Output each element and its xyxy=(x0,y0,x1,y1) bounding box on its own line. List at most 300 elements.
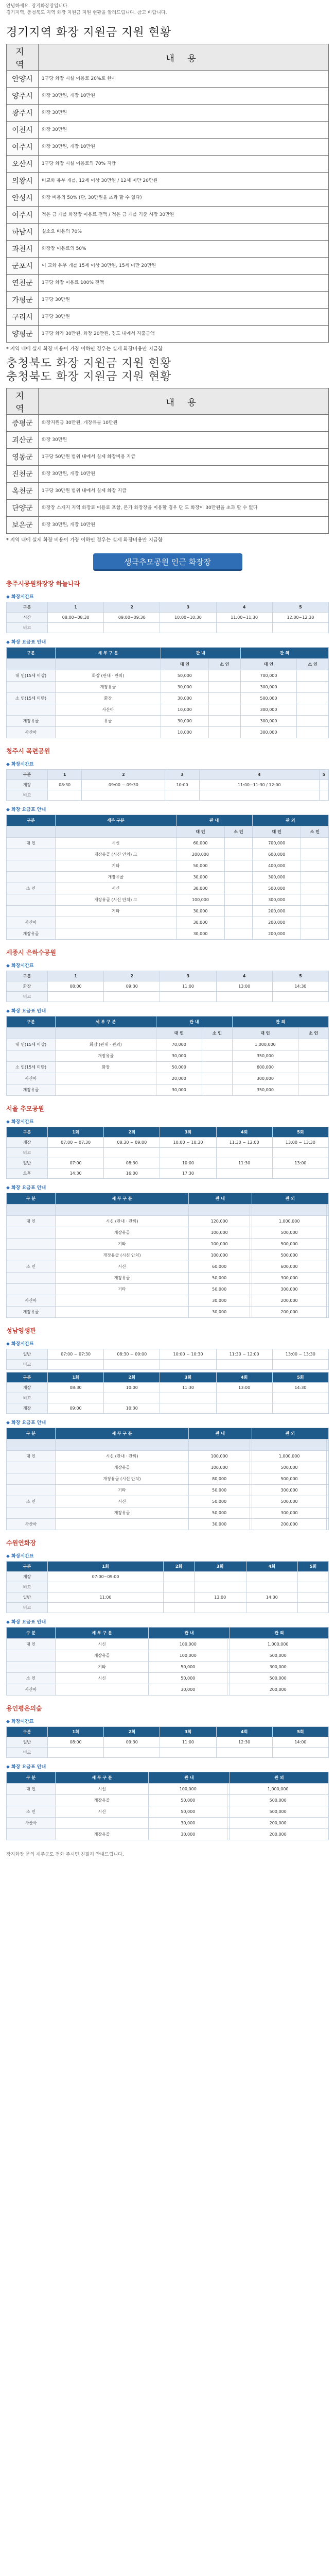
fee-cell: 70,000 xyxy=(156,1039,202,1050)
schedule-cell: 07:00~09:00 xyxy=(48,1572,164,1582)
fee-subheading: ◆ 화장 요금표 안내 xyxy=(6,1420,46,1426)
fee-cell xyxy=(327,1519,329,1530)
fee-row xyxy=(7,1039,329,1050)
schedule-header-cell: 2회 xyxy=(104,1727,160,1737)
fee-header-cell: 구 분 xyxy=(7,1193,56,1205)
fee-subheading: ◆ 화장 요금표 안내 xyxy=(6,1620,46,1625)
region-row xyxy=(7,71,329,88)
region-desc: 화장장 소재지 지역 화장료 이용료 포함, 본가 화장장을 이용할 경우 단 도 화장이 30만원을 초과 할 수 없다 xyxy=(39,500,329,517)
schedule-header-cell: 3회 xyxy=(160,1127,216,1138)
fee-cell: 300,000 xyxy=(230,1662,326,1673)
fee-cell: 300,000 xyxy=(240,727,296,738)
fee-cell xyxy=(298,1062,328,1073)
fee-cell: 개장유골 (시신 안치) 고 xyxy=(56,849,177,860)
fee-subheader-cell xyxy=(7,1028,56,1039)
schedule-cell: 13:00 ~ 13:30 xyxy=(272,1349,328,1360)
fee-cell xyxy=(326,1806,329,1818)
fee-cell: 50,000 xyxy=(149,1673,227,1684)
crematorium-name: 수원연화장 xyxy=(6,1539,36,1547)
content-header: 내 용 xyxy=(39,388,329,415)
schedule-cell: 10:00~10:30 xyxy=(160,613,216,623)
fee-cell xyxy=(7,849,56,860)
fee-cell xyxy=(202,1039,232,1050)
crematorium-name: 충주시공원화장장 하늘나라 xyxy=(6,580,80,587)
fee-header-cell: 세 부 구 분 xyxy=(56,1193,189,1205)
fee-cell: 50,000 xyxy=(176,860,225,872)
schedule-header-cell: 4 xyxy=(216,602,272,613)
fee-cell: 500,000 xyxy=(252,1227,327,1239)
schedule-cell: 09:00 ~ 09:30 xyxy=(82,780,165,790)
fee-row xyxy=(7,1662,329,1673)
fee-cell: 500,000 xyxy=(230,1673,326,1684)
fee-cell xyxy=(202,1073,232,1084)
fee-subheader-row xyxy=(7,826,329,838)
fee-cell: 시신 xyxy=(56,838,177,849)
fee-cell xyxy=(327,1216,329,1227)
fee-row xyxy=(7,670,329,682)
fee-cell: 300,000 xyxy=(252,872,301,883)
fee-cell: 500,000 xyxy=(252,1250,327,1261)
fee-header-row xyxy=(7,1628,329,1639)
schedule-cell xyxy=(160,992,216,1002)
fee-subheader-row xyxy=(7,1205,329,1216)
fee-row xyxy=(7,1818,329,1829)
fee-cell: 개장유골 xyxy=(56,1227,189,1239)
schedule-header-cell: 3 xyxy=(160,971,216,981)
region-row xyxy=(7,139,329,156)
fee-cell xyxy=(301,928,329,940)
fee-cell xyxy=(208,704,240,716)
fee-cell xyxy=(7,860,56,872)
fee-cell: 200,000 xyxy=(176,849,225,860)
fee-header-cell: 세부 구분 xyxy=(56,815,177,826)
region-row xyxy=(7,466,329,483)
region-desc: 화장 30만원, 개장 10만원 xyxy=(39,88,329,105)
schedule-cell: 10:30 xyxy=(104,1403,160,1414)
schedule-table xyxy=(6,1372,329,1414)
fee-cell xyxy=(327,1462,329,1473)
region-name: 진천군 xyxy=(7,466,39,483)
schedule-row xyxy=(7,1383,329,1393)
fee-cell: 1,000,000 xyxy=(232,1039,298,1050)
fee-cell: 시신 xyxy=(56,883,177,894)
region-desc: 화장 30만원 xyxy=(39,122,329,139)
fee-cell: 개장유골 xyxy=(56,1462,189,1473)
fee-cell: 500,000 xyxy=(252,1239,327,1250)
fee-cell xyxy=(7,682,56,693)
fee-cell: 기타 xyxy=(56,906,177,917)
fee-cell xyxy=(7,1795,56,1806)
region-desc: 1구당 30만원 xyxy=(39,309,329,326)
fee-table xyxy=(6,1016,329,1096)
fee-cell: 30,000 xyxy=(161,682,208,693)
fee-cell: 200,000 xyxy=(252,1519,327,1530)
region-name: 이천시 xyxy=(7,122,39,139)
region-name: 광주시 xyxy=(7,105,39,122)
region-name: 양평군 xyxy=(7,326,39,343)
schedule-header-cell: 구분 xyxy=(7,602,48,613)
schedule-cell: 비고 xyxy=(7,1748,48,1758)
fee-header-cell: 관 외 xyxy=(230,1772,328,1784)
schedule-cell: 비고 xyxy=(7,623,48,633)
schedule-header-cell: 구분 xyxy=(7,770,48,780)
fee-row xyxy=(7,1227,329,1239)
region-row xyxy=(7,326,329,343)
fee-cell: 600,000 xyxy=(252,1261,327,1273)
schedule-cell: 11:00 xyxy=(160,981,216,992)
fee-cell xyxy=(327,1473,329,1485)
schedule-cell xyxy=(194,1603,246,1613)
fee-cell: 기타 xyxy=(56,1485,189,1496)
fee-subheader-cell xyxy=(189,1439,250,1451)
fee-cell: 개장유골 xyxy=(56,1795,149,1806)
schedule-cell: 14:00 xyxy=(272,1737,328,1748)
fee-subheader-cell xyxy=(56,1028,156,1039)
schedule-table xyxy=(6,602,329,633)
schedule-cell xyxy=(164,1572,195,1582)
fee-cell xyxy=(298,1084,328,1096)
region-desc: 화장 30만원, 개장 10만원 xyxy=(39,517,329,534)
fee-cell: 대 인(15세 이상) xyxy=(7,1039,56,1050)
fee-header-cell: 관 외 xyxy=(252,1193,328,1205)
schedule-cell: 개장 xyxy=(7,1383,48,1393)
fee-cell: 300,000 xyxy=(240,704,296,716)
schedule-header-row xyxy=(7,971,329,981)
schedule-cell xyxy=(164,1603,195,1613)
region-desc: 화장지원금 30만원, 개장유골 10만원 xyxy=(39,415,329,432)
fee-header-cell: 관 내 xyxy=(189,1193,252,1205)
fee-cell: 개장유골 (시신 안치) 고 xyxy=(56,894,177,906)
schedule-header-cell: 2회 xyxy=(104,1127,160,1138)
schedule-header-row xyxy=(7,770,329,780)
fee-cell: 화장 xyxy=(56,693,161,704)
fee-cell: 사산아 xyxy=(7,727,56,738)
fee-cell: 50,000 xyxy=(189,1496,250,1507)
fee-header-cell: 관 내 xyxy=(149,1628,230,1639)
fee-cell: 50,000 xyxy=(189,1273,250,1284)
fee-row xyxy=(7,917,329,928)
fee-cell: 대 인 xyxy=(7,1784,56,1795)
fee-header-cell: 관 내 xyxy=(156,1016,232,1028)
fee-subheader-cell xyxy=(7,1439,56,1451)
fee-cell: 소 인(15세 미만) xyxy=(7,693,56,704)
schedule-header-cell: 5 xyxy=(319,770,328,780)
schedule-cell: 14:30 xyxy=(48,1168,104,1179)
fee-cell xyxy=(208,670,240,682)
schedule-header-cell: 5 xyxy=(272,602,328,613)
region-name: 괴산군 xyxy=(7,432,39,449)
schedule-cell: 11:00 xyxy=(48,1592,164,1603)
schedule-table xyxy=(6,1127,329,1179)
schedule-row xyxy=(7,1572,329,1582)
region-header: 지 역 xyxy=(7,44,39,71)
schedule-cell: 11:00~11:30 xyxy=(216,613,272,623)
fee-row xyxy=(7,906,329,917)
fee-cell: 50,000 xyxy=(156,1062,202,1073)
fee-cell: 200,000 xyxy=(252,928,301,940)
region-desc: 1구당 50만원 범위 내에서 실제 화장비용 지급 xyxy=(39,449,329,466)
region-row xyxy=(7,122,329,139)
fee-cell: 300,000 xyxy=(240,716,296,727)
fee-header-row xyxy=(7,815,329,826)
region-name: 증평군 xyxy=(7,415,39,432)
schedule-header-cell: 1회 xyxy=(48,1372,104,1383)
schedule-row xyxy=(7,1168,329,1179)
region-desc: 화장 비용의 50% (단, 30만원을 초과 할 수 없다) xyxy=(39,190,329,207)
schedule-header-cell: 4회 xyxy=(216,1127,272,1138)
fee-cell: 대 인 xyxy=(7,1451,56,1462)
region-row xyxy=(7,432,329,449)
fee-subheading: ◆ 화장 요금표 안내 xyxy=(6,1185,46,1191)
fee-cell: 300,000 xyxy=(240,682,296,693)
fee-cell: 300,000 xyxy=(252,1273,327,1284)
crematorium-name: 세종시 은하수공원 xyxy=(6,949,56,956)
fee-cell xyxy=(7,1507,56,1519)
fee-cell: 200,000 xyxy=(230,1829,326,1840)
gyeonggi-table xyxy=(6,44,329,343)
fee-subheader-cell: 소 인 xyxy=(202,1028,232,1039)
schedule-cell: 시간 xyxy=(7,613,48,623)
schedule-table xyxy=(6,1349,329,1370)
fee-cell xyxy=(225,838,252,849)
fee-row xyxy=(7,1519,329,1530)
fee-cell: 80,000 xyxy=(189,1473,250,1485)
schedule-cell xyxy=(82,790,165,801)
fee-cell: 700,000 xyxy=(240,670,296,682)
region-name: 구리시 xyxy=(7,309,39,326)
fee-cell xyxy=(208,682,240,693)
fee-cell: 100,000 xyxy=(189,1227,250,1239)
fee-cell xyxy=(327,1451,329,1462)
region-name: 보은군 xyxy=(7,517,39,534)
fee-row xyxy=(7,894,329,906)
region-desc: 화장 30만원, 개장 10만원 xyxy=(39,466,329,483)
schedule-row xyxy=(7,1148,329,1158)
region-name: 과천시 xyxy=(7,241,39,258)
region-name: 오산시 xyxy=(7,156,39,173)
fee-cell xyxy=(327,1273,329,1284)
schedule-header-cell: 3회 xyxy=(160,1372,216,1383)
crematorium-section xyxy=(6,579,329,738)
fee-cell: 30,000 xyxy=(149,1684,227,1696)
schedule-header-cell: 구분 xyxy=(7,1127,48,1138)
fee-header-cell: 관 내 xyxy=(176,815,252,826)
fee-cell: 화장 (관내 · 관외) xyxy=(56,1039,156,1050)
fee-cell: 시신 xyxy=(56,1261,189,1273)
fee-subheader-cell xyxy=(327,1439,329,1451)
region-name: 안성시 xyxy=(7,190,39,207)
region-desc: 1구당 화장 시설 이용료 20%로 한시 xyxy=(39,71,329,88)
schedule-row xyxy=(7,623,329,633)
fee-cell: 1,000,000 xyxy=(252,1216,327,1227)
fee-subheader-cell xyxy=(7,659,56,670)
region-name: 양주시 xyxy=(7,88,39,105)
schedule-header-cell: 구분 xyxy=(7,971,48,981)
schedule-cell xyxy=(272,1360,328,1370)
schedule-cell: 일반 xyxy=(7,1158,48,1168)
fee-row xyxy=(7,716,329,727)
schedule-cell xyxy=(104,992,160,1002)
fee-cell: 300,000 xyxy=(232,1073,298,1084)
fee-cell xyxy=(7,704,56,716)
fee-subheader-cell: 소 인 xyxy=(297,659,329,670)
fee-cell xyxy=(327,1295,329,1307)
footer: 장지화장 문의 제주공도 전화 주시면 친절히 안내드립니다. xyxy=(6,1852,124,1857)
schedule-cell: 일반 xyxy=(7,1592,48,1603)
schedule-cell: 08:30 xyxy=(48,780,82,790)
schedule-cell xyxy=(216,1360,272,1370)
schedule-cell xyxy=(104,623,160,633)
fee-cell xyxy=(225,860,252,872)
schedule-row xyxy=(7,1393,329,1403)
fee-cell: 500,000 xyxy=(252,883,301,894)
crematorium-name: 성남영생관 xyxy=(6,1327,36,1334)
schedule-cell xyxy=(272,1393,328,1403)
schedule-row xyxy=(7,613,329,623)
region-row xyxy=(7,500,329,517)
schedule-row xyxy=(7,992,329,1002)
fee-cell: 200,000 xyxy=(252,1307,327,1318)
fee-cell: 100,000 xyxy=(149,1784,227,1795)
region-desc: 1구당 30만원 범위 내에서 실제 화장 지급 xyxy=(39,483,329,500)
region-row xyxy=(7,173,329,190)
fee-header-cell: 관 내 xyxy=(149,1772,230,1784)
fee-cell xyxy=(297,704,329,716)
schedule-row xyxy=(7,1360,329,1370)
fee-cell xyxy=(301,849,329,860)
fee-cell xyxy=(225,917,252,928)
fee-cell: 600,000 xyxy=(232,1062,298,1073)
region-row xyxy=(7,224,329,241)
schedule-header-row xyxy=(7,602,329,613)
fee-subheading: ◆ 화장 요금표 안내 xyxy=(6,640,46,645)
schedule-cell: 오후 xyxy=(7,1168,48,1179)
fee-header-row xyxy=(7,1016,329,1028)
schedule-header-cell: 구분 xyxy=(7,1372,48,1383)
schedule-cell: 비고 xyxy=(7,992,48,1002)
schedule-cell: 08:00~08:30 xyxy=(48,613,104,623)
fee-cell: 30,000 xyxy=(161,693,208,704)
fee-cell: 소 인 xyxy=(7,1673,56,1684)
fee-subheader-cell: 대 인 xyxy=(252,826,301,838)
fee-cell xyxy=(301,838,329,849)
crematorium-sections xyxy=(6,579,329,1840)
fee-cell xyxy=(327,1261,329,1273)
fee-row xyxy=(7,1684,329,1696)
fee-row xyxy=(7,1829,329,1840)
fee-cell: 200,000 xyxy=(252,906,301,917)
fee-cell: 30,000 xyxy=(176,917,225,928)
fee-cell xyxy=(225,849,252,860)
schedule-header-cell: 4회 xyxy=(216,1372,272,1383)
fee-header-cell: 세 부 구 분 xyxy=(56,648,161,659)
fee-cell xyxy=(7,1250,56,1261)
fee-subheader-cell xyxy=(56,1205,189,1216)
schedule-header-cell: 1회 xyxy=(48,1562,164,1572)
schedule-cell: 비고 xyxy=(7,1360,48,1370)
schedule-header-cell: 5회 xyxy=(272,1372,328,1383)
fee-cell: 100,000 xyxy=(189,1451,250,1462)
crematorium-section xyxy=(6,1538,329,1696)
fee-cell xyxy=(326,1650,329,1662)
fee-cell xyxy=(202,1084,232,1096)
fee-row xyxy=(7,883,329,894)
fee-table xyxy=(6,815,329,940)
schedule-subheading: ◆ 화장시간표 xyxy=(6,1342,34,1347)
fee-header-cell: 세 부 구 분 xyxy=(56,1428,189,1439)
schedule-cell: 13:00 xyxy=(194,1592,246,1603)
schedule-cell: 일반 xyxy=(7,1349,48,1360)
fee-cell: 시신 xyxy=(56,1496,189,1507)
fee-cell: 30,000 xyxy=(149,1829,227,1840)
fee-cell xyxy=(7,1650,56,1662)
fee-cell: 개장유골 xyxy=(7,716,56,727)
region-row xyxy=(7,483,329,500)
schedule-cell: 10:00 ~ 10:30 xyxy=(160,1138,216,1148)
crematorium-section xyxy=(6,747,329,940)
schedule-cell: 08:30 xyxy=(104,1158,160,1168)
region-row xyxy=(7,517,329,534)
fee-cell: 대 인(15세 이상) xyxy=(7,670,56,682)
fee-subheader-cell xyxy=(7,1205,56,1216)
crematorium-name: 서울 추모공원 xyxy=(6,1105,44,1112)
fee-cell: 500,000 xyxy=(230,1650,326,1662)
schedule-cell xyxy=(272,1168,328,1179)
crematorium-section xyxy=(6,1326,329,1530)
region-name: 군포시 xyxy=(7,258,39,275)
region-desc: 화장 30만원 xyxy=(39,105,329,122)
schedule-subheading: ◆ 화장시간표 xyxy=(6,963,34,969)
fee-cell xyxy=(326,1818,329,1829)
fee-cell xyxy=(327,1507,329,1519)
fee-row xyxy=(7,1795,329,1806)
fee-cell xyxy=(56,928,177,940)
fee-cell: 300,000 xyxy=(252,1284,327,1295)
fee-cell: 개장유골 xyxy=(7,1307,56,1318)
schedule-cell xyxy=(319,780,328,790)
fee-cell: 100,000 xyxy=(189,1250,250,1261)
fee-cell: 기타 xyxy=(56,860,177,872)
fee-cell xyxy=(297,693,329,704)
schedule-cell: 11:00 xyxy=(160,1737,216,1748)
schedule-cell: 11:30 xyxy=(216,1158,272,1168)
schedule-header-cell: 4 xyxy=(199,770,319,780)
region-row xyxy=(7,88,329,105)
fee-cell xyxy=(301,894,329,906)
fee-subheader-cell: 대 인 xyxy=(156,1028,202,1039)
fee-cell xyxy=(225,928,252,940)
region-row xyxy=(7,309,329,326)
region-desc: 화장 30만원, 개장 10만원 xyxy=(39,139,329,156)
fee-cell: 50,000 xyxy=(189,1507,250,1519)
fee-cell: 400,000 xyxy=(252,860,301,872)
fee-subheading: ◆ 화장 요금표 안내 xyxy=(6,807,46,812)
schedule-cell xyxy=(48,1582,164,1592)
schedule-cell: 10:00 xyxy=(160,1158,216,1168)
fee-row xyxy=(7,860,329,872)
fee-cell xyxy=(326,1662,329,1673)
region-desc: 화장 30만원 xyxy=(39,432,329,449)
region-row xyxy=(7,258,329,275)
fee-cell xyxy=(297,682,329,693)
region-row xyxy=(7,292,329,309)
fee-cell xyxy=(56,1073,156,1084)
fee-row xyxy=(7,1239,329,1250)
fee-cell xyxy=(327,1496,329,1507)
fee-row xyxy=(7,849,329,860)
fee-cell xyxy=(7,1273,56,1284)
schedule-cell: 12:00~12:30 xyxy=(272,613,328,623)
